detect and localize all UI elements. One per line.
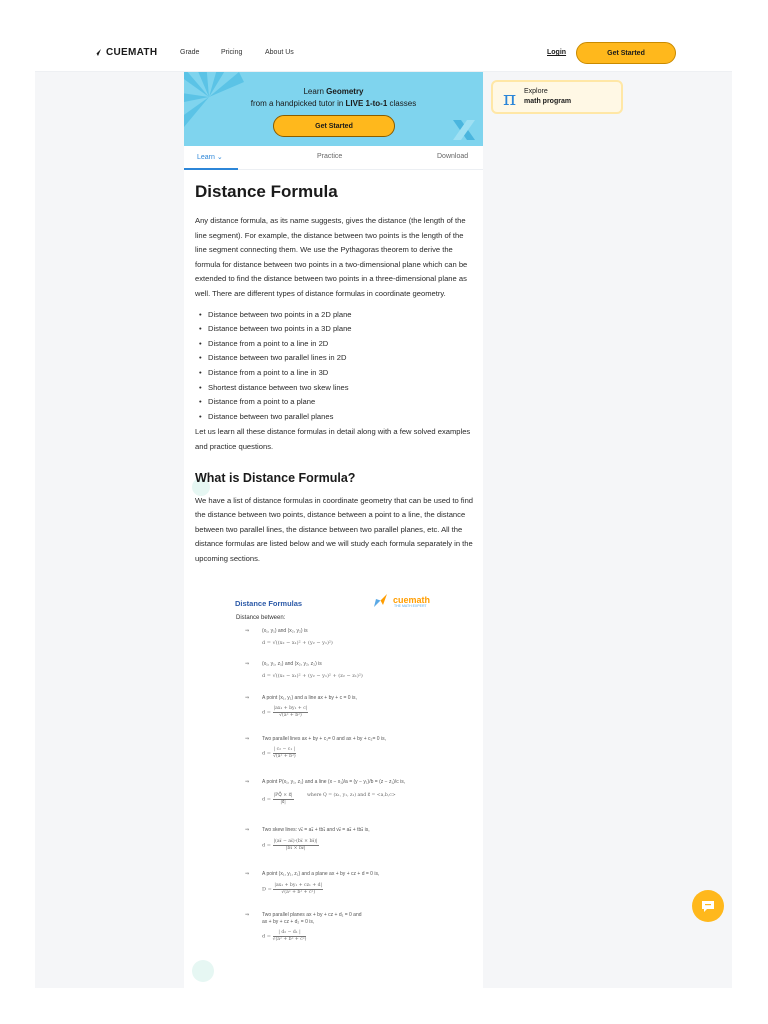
rocket-icon bbox=[372, 591, 390, 609]
login-link[interactable]: Login bbox=[547, 49, 567, 56]
pi-icon: π bbox=[503, 86, 517, 110]
arrow-icon: ⇒ bbox=[245, 912, 250, 918]
explore-math-program-card[interactable] bbox=[491, 80, 623, 114]
banner-get-started-button[interactable]: Get Started bbox=[273, 115, 395, 137]
arrow-icon: ⇒ bbox=[245, 871, 250, 877]
get-started-button[interactable]: Get Started bbox=[576, 42, 676, 64]
content-tabs bbox=[184, 146, 483, 170]
tab-download[interactable]: Download bbox=[437, 153, 469, 160]
page-title: Distance Formula bbox=[195, 182, 338, 201]
chat-icon bbox=[700, 898, 716, 914]
list-item: • Distance between two points in a 3D plane bbox=[195, 322, 475, 337]
active-tab-indicator bbox=[184, 168, 238, 170]
list-item: • Distance between two parallel lines in 2D bbox=[195, 351, 475, 366]
decorative-dot bbox=[192, 960, 214, 982]
tab-practice[interactable]: Practice bbox=[317, 153, 343, 160]
arrow-icon: ⇒ bbox=[245, 628, 250, 634]
banner-line-1: Learn Geometry bbox=[303, 87, 364, 96]
promo-banner bbox=[184, 72, 483, 146]
formula-type-list bbox=[195, 308, 475, 425]
section-paragraph: We have a list of distance formulas in coordinate geometry that can be used to find the distance between two points, distance between a point to a line, the distance between two parallel lines, the distance between two parallel planes, etc. All the distance formulas are listed below and we will study each formula separately in the upcoming sections. bbox=[195, 495, 474, 563]
list-item: • Distance between two parallel planes bbox=[195, 410, 475, 425]
list-item: • Distance from a point to a line in 2D bbox=[195, 337, 475, 352]
explore-label: Explore bbox=[524, 88, 548, 95]
arrow-icon: ⇒ bbox=[245, 736, 250, 742]
nav-about-us[interactable]: About Us bbox=[265, 49, 294, 56]
section-heading: What is Distance Formula? bbox=[195, 470, 356, 485]
figure-subtitle: Distance between: bbox=[236, 615, 286, 621]
x-decoration-icon bbox=[451, 118, 477, 142]
arrow-icon: ⇒ bbox=[245, 779, 250, 785]
list-item: • Distance between two points in a 2D plane bbox=[195, 308, 475, 323]
figure-title: Distance Formulas bbox=[235, 599, 303, 608]
outro-paragraph: Let us learn all these distance formulas in detail along with a few solved examples and practice questions. bbox=[195, 427, 471, 451]
chat-button[interactable] bbox=[692, 890, 724, 922]
article bbox=[195, 180, 475, 566]
arrow-icon: ⇒ bbox=[245, 827, 250, 833]
list-item: • Distance from a point to a line in 3D bbox=[195, 366, 475, 381]
logo-text: CUEMATH bbox=[106, 47, 158, 58]
figure-logo-tagline: THE MATH EXPERT bbox=[394, 604, 427, 608]
list-item: • Distance from a point to a plane bbox=[195, 395, 475, 410]
figure-logo-name: cuemath bbox=[393, 595, 431, 605]
list-item: • Shortest distance between two skew lines bbox=[195, 381, 475, 396]
distance-formulas-figure: Distance Formulas cuemath THE MATH EXPERT Distance between: ⇒ (x₁, y₁) and (x₂, y₂) is d = √((x₂ − x₁)² + (y₂ − y₁)²) ⇒ (x₁, y₁, z₁) and (x₂, y₂, z₂) is d = √((x₂ − x₁)² + (y₂ − y₁)² + (z₂ − z₁)²) ⇒ A point (x₁, y₁) and a line ax + by + c = 0 is, d = $\frac{\text{|ax₁ + by₁ + c|}}{\text{√(a² + b²)}}$ ⇒ Two parallel lines ax + by + c₁= 0 and ax + by + c₂= 0 is, d = $\frac{\text{| c₂ − c₁ |}}{\text{√(a² + b²)}}$ ⇒ A point P(x₁, y₁, z₁) and a line (x − x₁)/a = (y − y₁)/b = (z − z₁)/c is, d = $\frac{|PQ⃗ \times s⃗|}{|s⃗|}$ where Q = (x₁, y₁, z₁) and s⃗ = <a,b,c> ⇒ Two skew lines: v₁⃗ = a₁⃗ + tb₁⃗ and v₂⃗ = a₂⃗ + tb₂⃗ is, d = $\frac{\text{|(a₂⃗ − a₁⃗)·(b₁⃗ × b₂⃗)|}}{\text{|b₁⃗ × b₂⃗|}}$ ⇒ A point (x₁, y₁, z₁) and a plane ax + by + cz + d = 0 is, D = $\frac{\text{|ax₁ + by₁ + cz₁ + d|}}{\text{√(a² + b² + c²)}}$ ⇒ Two parallel planes ax + by + cz + d₁ = 0 and ax + by + cz + d₂ = 0 is, d = $\frac{\text{| d₂ − d₁ |}}{\text{√(a² + b² + c²)}}$ bbox=[228, 590, 448, 960]
nav-pricing[interactable]: Pricing bbox=[221, 49, 243, 56]
arrow-icon: ⇒ bbox=[245, 695, 250, 701]
banner-line-2: from a handpicked tutor in LIVE 1-to-1 classes bbox=[250, 99, 417, 108]
cuemath-logo[interactable] bbox=[92, 47, 157, 58]
math-program-label: math program bbox=[524, 98, 572, 105]
figure-cuemath-logo bbox=[372, 591, 430, 609]
intro-paragraph: Any distance formula, as its name suggests, gives the distance (the length of the line segment). For example, the distance between two points is the length of the line segment connecting them. We use the Pythagoras theorem to derive the formula for distance between two points in a two-dimensional plane which can be extended to find the distance between two points in a three-dimensional plane as well. There are different types of distance formulas in coordinate geometry. bbox=[195, 216, 468, 298]
tab-learn[interactable]: Learn ⌄ bbox=[197, 154, 223, 161]
rocket-icon bbox=[92, 48, 102, 58]
nav-grade[interactable]: Grade bbox=[180, 49, 200, 56]
arrow-icon: ⇒ bbox=[245, 661, 250, 667]
